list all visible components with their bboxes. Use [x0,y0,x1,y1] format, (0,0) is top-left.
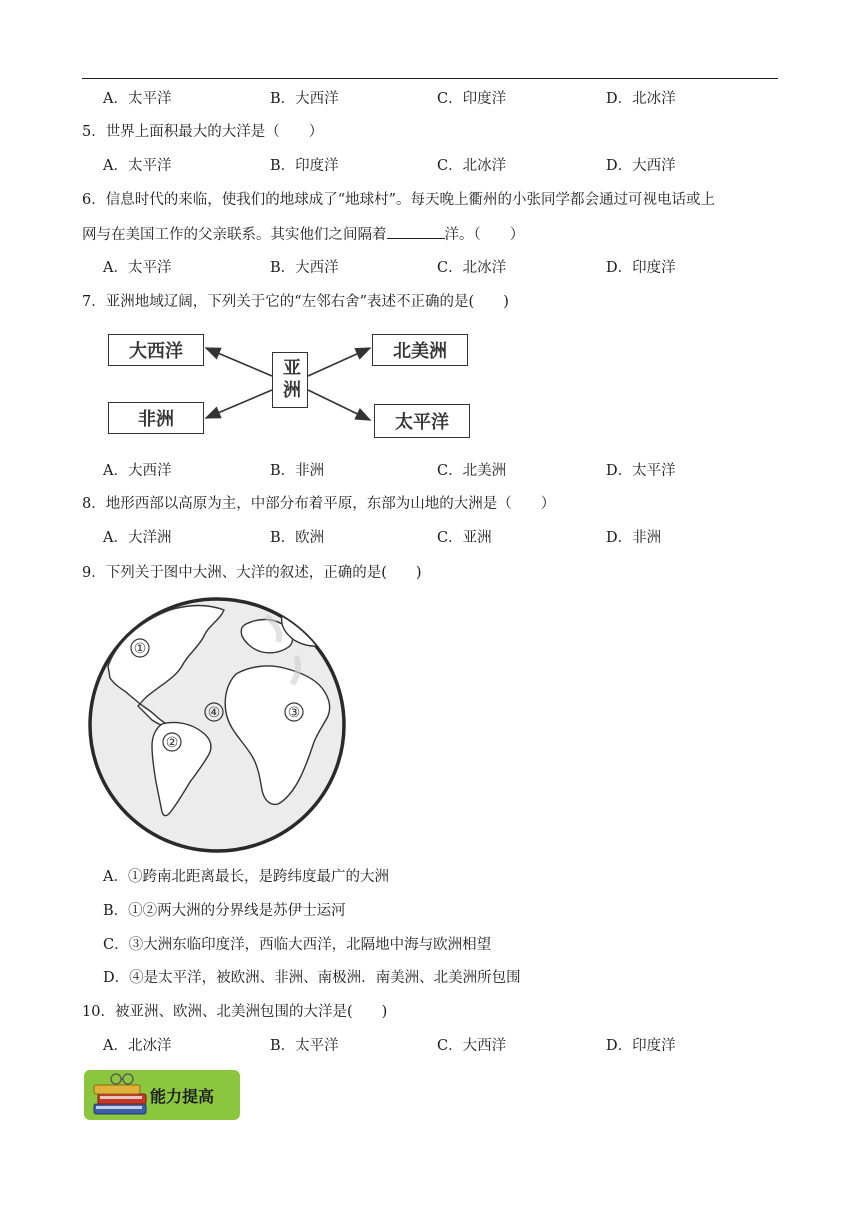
q5-question: 5．世界上面积最大的大洋是（ ） [82,124,324,140]
q7-diagram [104,328,476,440]
diagram-box-pacific: 太平洋 [374,404,470,438]
diagram-box-africa: 非洲 [108,402,204,434]
q6-question-line2 [82,224,524,245]
q4-option-d[interactable]: D．北冰洋 [606,91,676,107]
q6-option-d[interactable]: D．印度洋 [606,260,676,276]
map-label-4: ④ [207,705,221,721]
q8-option-c[interactable]: C．亚洲 [437,530,492,546]
map-label-3: ③ [287,705,301,721]
q10-option-a[interactable]: A．北冰洋 [103,1038,172,1054]
q5-option-a[interactable]: A．太平洋 [103,158,172,174]
q8-option-a[interactable]: A．大洋洲 [103,530,172,546]
q7-option-d[interactable]: D．太平洋 [606,463,676,479]
diagram-box-atlantic: 大西洋 [108,334,204,366]
q7-option-a[interactable]: A．大西洋 [103,463,172,479]
q4-option-b[interactable]: B．大西洋 [270,91,339,107]
diagram-box-north-america: 北美洲 [372,334,468,366]
section-badge-label: 能力提高 [150,1087,215,1106]
q6-option-b[interactable]: B．大西洋 [270,260,339,276]
q9-question: 9．下列关于图中大洲、大洋的叙述，正确的是( ) [82,565,422,581]
q9-globe-map [86,596,348,854]
q7-option-b[interactable]: B．非洲 [270,463,325,479]
header-rule [82,78,778,79]
q5-option-b[interactable]: B．印度洋 [270,158,339,174]
q9-option-a[interactable]: A．①跨南北距离最长，是跨纬度最广的大洲 [103,869,389,885]
q10-option-b[interactable]: B．太平洋 [270,1038,339,1054]
q8-option-d[interactable]: D．非洲 [606,530,662,546]
q10-option-d[interactable]: D．印度洋 [606,1038,676,1054]
section-badge [84,1070,240,1120]
q4-option-c[interactable]: C．印度洋 [437,91,507,107]
q4-option-a[interactable]: A．太平洋 [103,91,172,107]
globe-map-image [86,596,348,854]
q8-question: 8．地形西部以高原为主，中部分布着平原，东部为山地的大洲是（ ） [82,496,556,512]
q6-line2-text: 网与在美国工作的父亲联系。其实他们之间隔着 [82,227,387,243]
q9-option-c[interactable]: C．③大洲东临印度洋，西临大西洋，北隔地中海与欧洲相望 [103,937,492,953]
q7-question: 7．亚洲地域辽阔，下列关于它的“左邻右舍”表述不正确的是( ) [82,294,509,310]
q6-line2-end: 洋。（ ） [444,227,525,243]
q9-option-b[interactable]: B．①②两大洲的分界线是苏伊士运河 [103,903,346,919]
q8-option-b[interactable]: B．欧洲 [270,530,325,546]
q9-option-d[interactable]: D．④是太平洋，被欧洲、非洲、南极洲．南美洲、北美洲所包围 [103,970,521,986]
q5-option-d[interactable]: D．大西洋 [606,158,676,174]
q10-option-c[interactable]: C．大西洋 [437,1038,507,1054]
diagram-box-asia: 亚洲 [272,352,308,408]
q5-option-c[interactable]: C．北冰洋 [437,158,507,174]
q6-option-a[interactable]: A．太平洋 [103,260,172,276]
map-label-2: ② [165,735,179,751]
map-label-1: ① [133,641,147,657]
q7-option-c[interactable]: C．北美洲 [437,463,507,479]
books-icon [88,1070,158,1120]
q6-option-c[interactable]: C．北冰洋 [437,260,507,276]
q6-answer-blank[interactable] [387,224,445,239]
q10-question: 10．被亚洲、欧洲、北美洲包围的大洋是( ) [82,1004,388,1020]
q6-question-line1: 6．信息时代的来临，使我们的地球成了“地球村”。每天晚上衢州的小张同学都会通过可视电话或上 [82,192,716,208]
